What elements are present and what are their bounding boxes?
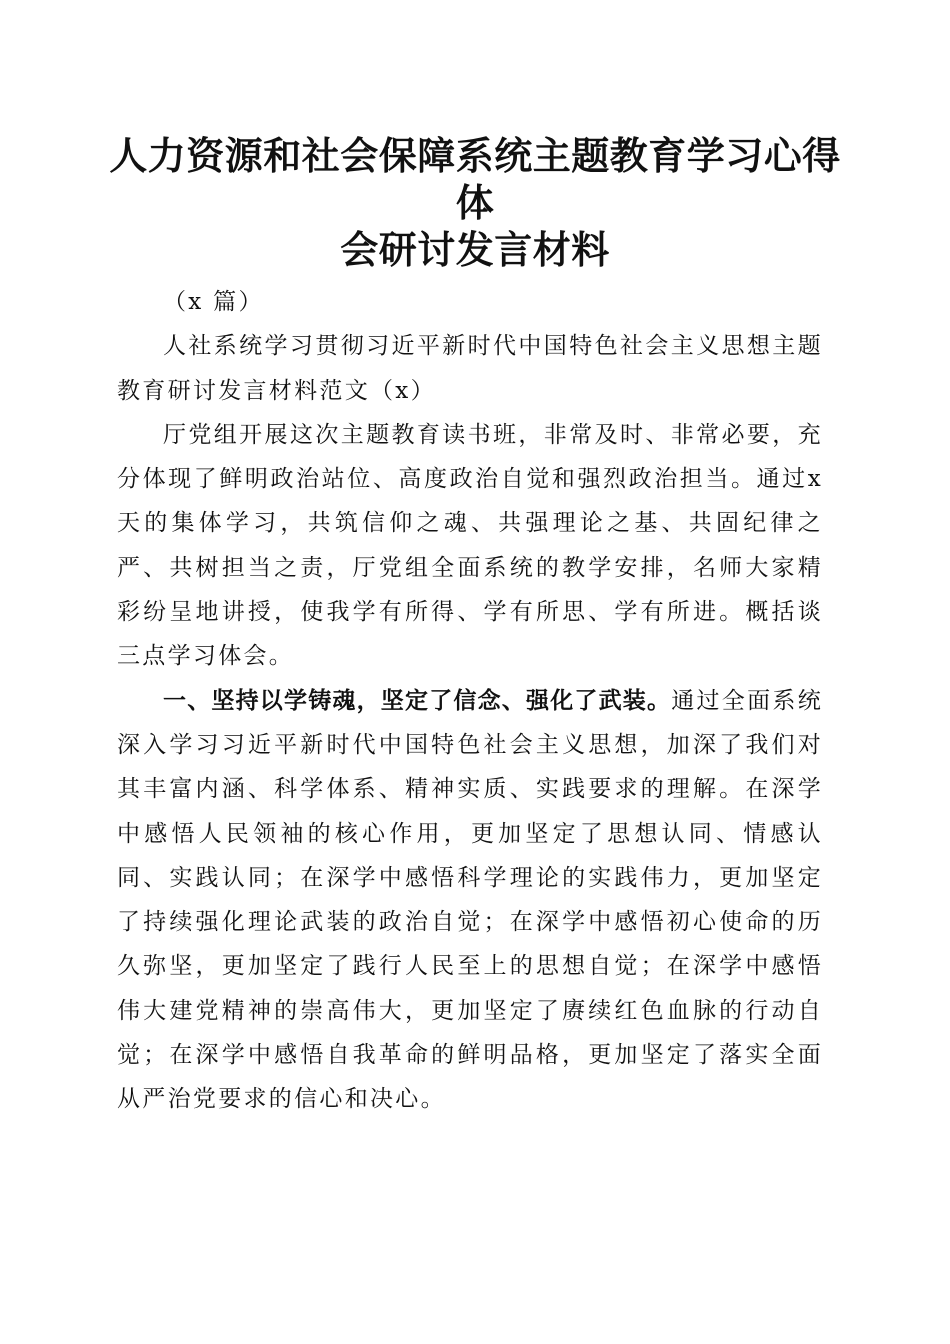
- piece-label: （x 篇）: [163, 289, 264, 315]
- subtitle-paragraph: 人社系统学习贯彻习近平新时代中国特色社会主义思想主题教育研讨发言材料范文（x）: [117, 333, 823, 404]
- intro-paragraph: 厅党组开展这次主题教育读书班，非常及时、非常必要，充分体现了鲜明政治站位、高度政治自觉和强烈政治担当。通过x天的集体学习，共筑信仰之魂、共强理论之基、共固纪律之严、共树担当之责，厅党组全面系统的教学安排，名师大家精彩纷呈地讲授，使我学有所得、学有所思、学有所进。概括谈三点学习体会。: [117, 421, 823, 670]
- document-title: [100, 133, 850, 274]
- section-1-body: 通过全面系统深入学习习近平新时代中国特色社会主义思想，加深了我们对其丰富内涵、科学体系、精神实质、实践要求的理解。在深学中感悟人民领袖的核心作用，更加坚定了思想认同、情感认同、实践认同；在深学中感悟科学理论的实践伟力，更加坚定了持续强化理论武装的政治自觉；在深学中感悟初心使命的历久弥坚，更加坚定了践行人民至上的思想自觉；在深学中感悟伟大建党精神的崇高伟大，更加坚定了赓续红色血脉的行动自觉；在深学中感悟自我革命的鲜明品格，更加坚定了落实全面从严治党要求的信心和决心。: [117, 687, 824, 1113]
- title-line-1: 人力资源和社会保障系统主题教育学习心得体: [109, 134, 841, 225]
- section-1-paragraph: [117, 679, 823, 1122]
- document-body: [117, 280, 823, 1122]
- section-1-heading: 一、坚持以学铸魂，坚定了信念、强化了武装。: [163, 687, 672, 714]
- title-line-2: 会研讨发言材料: [340, 228, 610, 272]
